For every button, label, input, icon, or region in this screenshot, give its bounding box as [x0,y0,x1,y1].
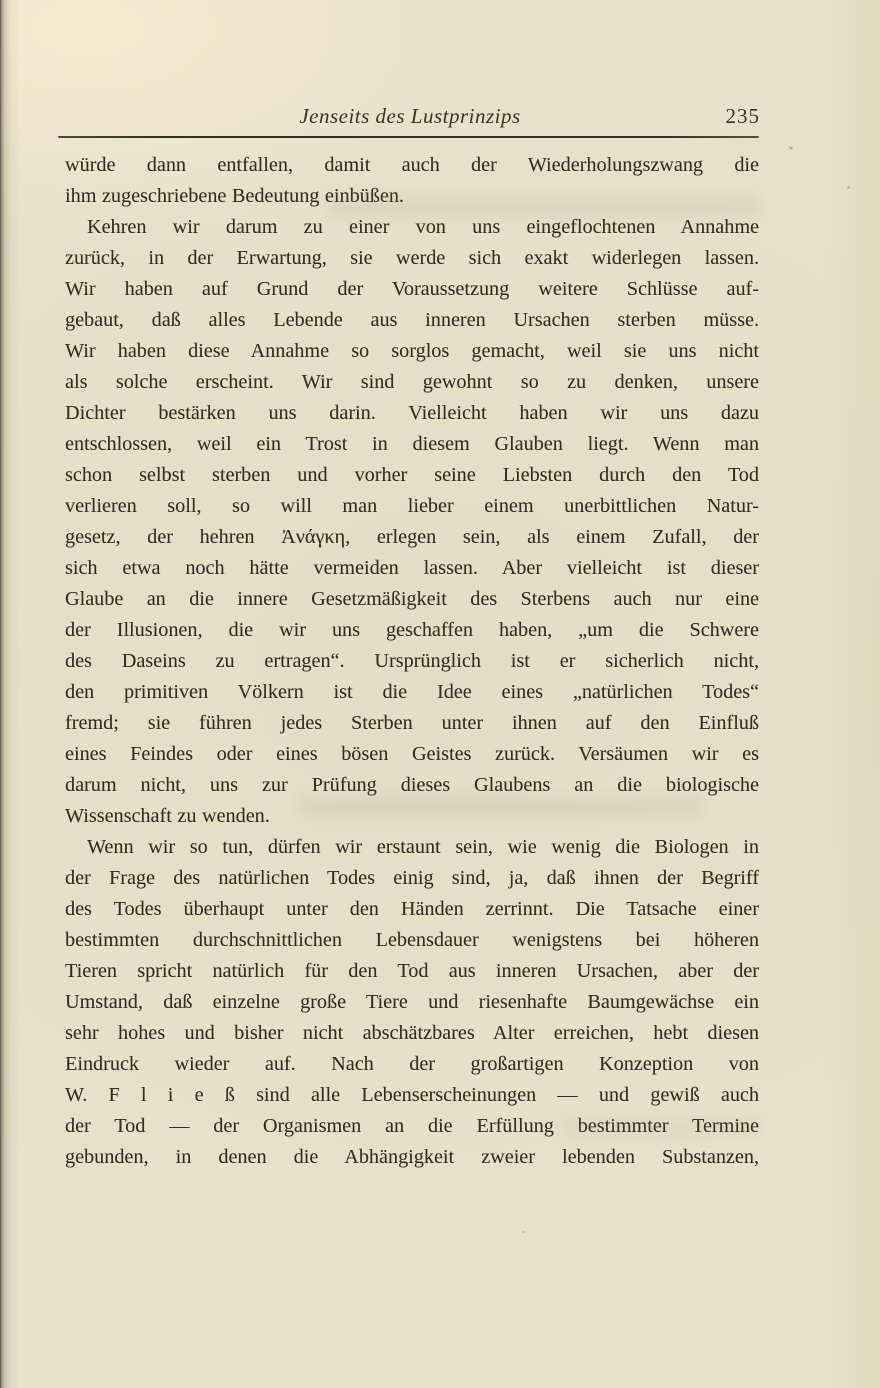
text-line: Wir haben auf Grund der Voraussetzung weitere Schlüsse auf- [65,278,759,300]
text-line: darum nicht, uns zur Prüfung dieses Glaubens an die biologische [65,774,759,796]
text-line: gebaut, daß alles Lebende aus inneren Ursachen sterben müsse. [65,309,759,331]
page-header [60,101,760,133]
dust-speck [789,146,793,150]
text-line: der Frage des natürlichen Todes einig sind, ja, daß ihnen der Begriff [65,867,759,889]
text-line: der Tod — der Organismen an die Erfüllung bestimmter Termine [65,1115,759,1137]
text-line: entschlossen, weil ein Trost in diesem Glauben liegt. Wenn man [65,433,759,455]
text-line: Dichter bestärken uns darin. Vielleicht haben wir uns dazu [65,402,759,424]
running-title: Jenseits des Lustprinzips [299,104,521,128]
text-line: Kehren wir darum zu einer von uns eingeflochtenen Annahme [87,216,759,238]
text-line: W. F l i e ß sind alle Lebenserscheinungen — und gewiß auch [65,1084,759,1106]
text-line: als solche erscheint. Wir sind gewohnt so zu denken, unsere [65,371,759,393]
body-text [65,150,759,1173]
text-line: gebunden, in denen die Abhängigkeit zweier lebenden Substanzen, [65,1146,759,1168]
text-line: ihm zugeschriebene Bedeutung einbüßen. [65,185,404,207]
page-number: 235 [725,104,760,128]
text-line: sich etwa noch hätte vermeiden lassen. Aber vielleicht ist dieser [65,557,759,579]
text-line: Glaube an die innere Gesetzmäßigkeit des Sterbens auch nur eine [65,588,759,610]
text-line: verlieren soll, so will man lieber einem unerbittlichen Natur- [65,495,759,517]
text-line: fremd; sie führen jedes Sterben unter ihnen auf den Einfluß [65,712,759,734]
text-line: Wir haben diese Annahme so sorglos gemacht, weil sie uns nicht [65,340,759,362]
text-line: zurück, in der Erwartung, sie werde sich exakt widerlegen lassen. [65,247,759,269]
text-line: Wissenschaft zu wenden. [65,805,270,827]
text-line: Eindruck wieder auf. Nach der großartigen Konzeption von [65,1053,759,1075]
text-line: gesetz, der hehren Ἀνάγκη, erlegen sein, als einem Zufall, der [65,526,759,548]
dust-speck [847,186,850,189]
text-line: den primitiven Völkern ist die Idee eines „natürlichen Todes“ [65,681,759,703]
text-line: eines Feindes oder eines bösen Geistes zurück. Versäumen wir es [65,743,759,765]
text-line: Tieren spricht natürlich für den Tod aus inneren Ursachen, aber der [65,960,759,982]
text-line: des Todes überhaupt unter den Händen zerrinnt. Die Tatsache einer [65,898,759,920]
text-line: bestimmten durchschnittlichen Lebensdauer wenigstens bei höheren [65,929,759,951]
text-line: schon selbst sterben und vorher seine Liebsten durch den Tod [65,464,759,486]
text-line: sehr hohes und bisher nicht abschätzbares Alter erreichen, hebt diesen [65,1022,759,1044]
header-rule [58,136,759,138]
text-line: Umstand, daß einzelne große Tiere und riesenhafte Baumgewächse ein [65,991,759,1013]
text-line: des Daseins zu ertragen“. Ursprünglich ist er sicherlich nicht, [65,650,759,672]
text-line: Wenn wir so tun, dürfen wir erstaunt sein, wie wenig die Biologen in [87,836,759,858]
text-line: würde dann entfallen, damit auch der Wiederholungszwang die [65,154,759,176]
dust-speck [522,1231,525,1233]
text-line: der Illusionen, die wir uns geschaffen haben, „um die Schwere [65,619,759,641]
